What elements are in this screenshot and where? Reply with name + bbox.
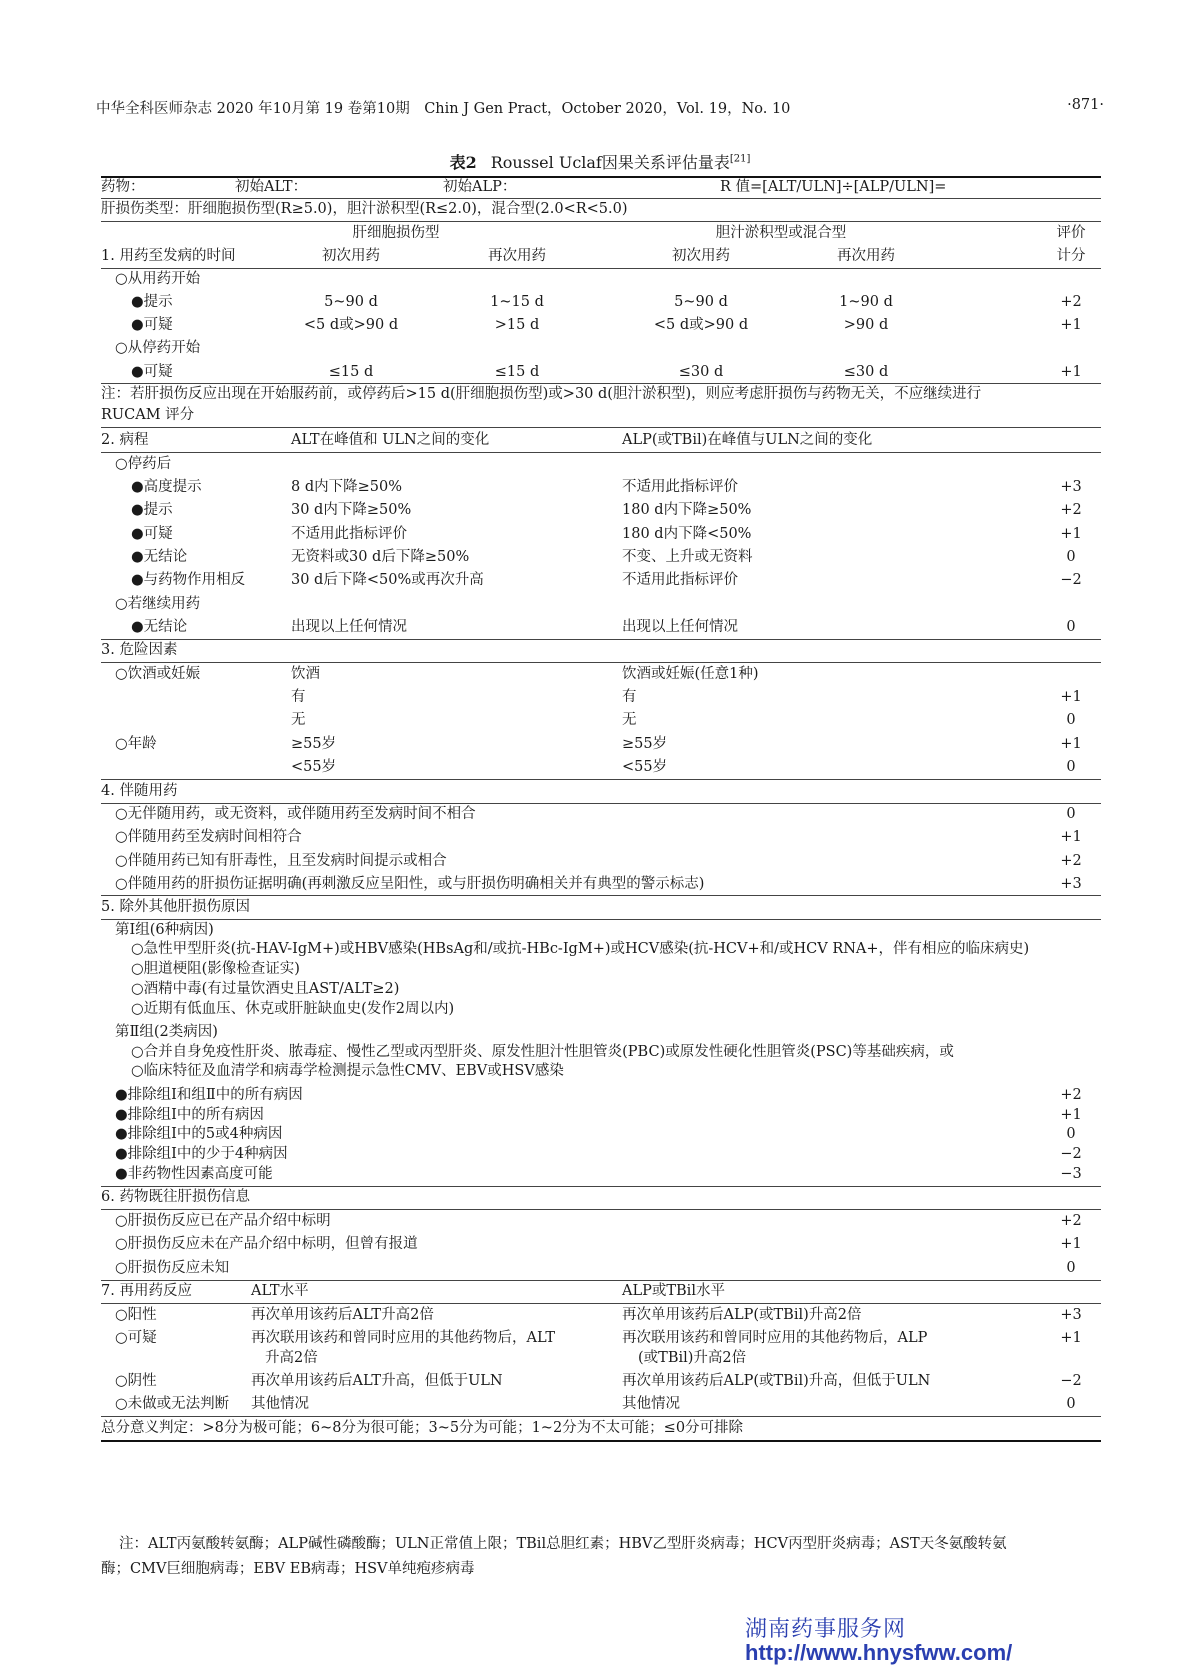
table-title: Roussel Uclaf因果关系评估量表 xyxy=(490,153,730,172)
table-cell: 不适用此指标评价 xyxy=(622,479,738,495)
criterion: ●排除组Ⅰ中的少于4种病因 xyxy=(115,1146,288,1162)
score: +1 xyxy=(1060,736,1082,752)
table-cell: 无 xyxy=(291,712,306,728)
score: +2 xyxy=(1060,294,1082,310)
table-cell: ≤15 d xyxy=(328,364,374,380)
table-row xyxy=(101,826,1101,849)
section-title: 1. 用药至发病的时间 xyxy=(101,248,236,264)
cause-item: ○酒精中毒(有过量饮酒史且AST/ALT≥2) xyxy=(131,981,400,997)
criterion: ○阳性 xyxy=(115,1307,157,1323)
table-cell: 1~15 d xyxy=(490,294,544,310)
table-cell: 不适用此指标评价 xyxy=(291,526,407,542)
initial-alt-label: 初始ALT： xyxy=(235,179,308,195)
col-head-first: 初次用药 xyxy=(672,248,730,264)
col-head-again: 再次用药 xyxy=(837,248,895,264)
table-row xyxy=(101,896,1101,919)
table-row xyxy=(101,1233,1101,1256)
table-cell: ≤15 d xyxy=(494,364,540,380)
criterion: ○肝损伤反应未在产品介绍中标明，但曾有报道 xyxy=(115,1236,418,1252)
cause-item: ○急性甲型肝炎(抗-HAV-IgM+)或HBV感染(HBsAg和/或抗-HBc-IgM+)或HCV感染(抗-HCV+和/或HCV RNA+，伴有相应的临床病史) xyxy=(131,941,1030,957)
table-row xyxy=(101,1257,1101,1280)
subheading: ○饮酒或妊娠 xyxy=(115,666,201,682)
table-cell: ≥55岁 xyxy=(622,736,668,752)
table-cell: 不变、上升或无资料 xyxy=(622,549,753,565)
score: +3 xyxy=(1060,876,1082,892)
score: +1 xyxy=(1060,829,1082,845)
table-cell: 升高2倍 xyxy=(265,1350,318,1366)
table-row xyxy=(101,733,1101,756)
table-row xyxy=(101,546,1101,569)
table-row xyxy=(101,314,1101,337)
journal-citation: 中华全科医师杂志 2020 年10月第 19 卷第10期 Chin J Gen Pract，October 2020，Vol. 19，No. 10 xyxy=(96,101,791,117)
col-head-alp: ALP(或TBil)在峰值与ULN之间的变化 xyxy=(622,432,873,448)
score: 0 xyxy=(1066,1396,1076,1412)
score: +2 xyxy=(1060,1213,1082,1229)
table-row xyxy=(101,593,1101,616)
col-head-again: 再次用药 xyxy=(488,248,546,264)
score: 0 xyxy=(1066,619,1076,635)
section-title: 6. 药物既往肝损伤信息 xyxy=(101,1189,250,1205)
table-row xyxy=(101,1186,1101,1209)
criterion: ●无结论 xyxy=(131,549,188,565)
table-row xyxy=(101,803,1101,826)
table-row xyxy=(101,686,1101,709)
table-row xyxy=(101,1304,1101,1327)
table-cell: 5~90 d xyxy=(324,294,378,310)
table-cell: <5 d或>90 d xyxy=(303,317,399,333)
subheading: ○停药后 xyxy=(115,456,172,472)
table-row xyxy=(101,268,1101,291)
subheading: ○年龄 xyxy=(115,736,157,752)
table-row xyxy=(101,1060,1101,1083)
table-cell: 8 d内下降≥50% xyxy=(291,479,402,495)
cause-item: ○近期有低血压、休克或肝脏缺血史(发作2周以内) xyxy=(131,1001,455,1017)
table-row xyxy=(101,361,1101,384)
criterion: ○伴随用药至发病时间相符合 xyxy=(115,829,302,845)
table-cell: (或TBil)升高2倍 xyxy=(638,1350,747,1366)
table-row xyxy=(101,1417,1101,1440)
table-cell: 180 d内下降≥50% xyxy=(622,502,752,518)
section-title: 5. 除外其他肝损伤原因 xyxy=(101,899,250,915)
table-cell: 再次单用该药后ALT升高，但低于ULN xyxy=(251,1373,503,1389)
table-cell: >90 d xyxy=(843,317,889,333)
table-row xyxy=(101,383,1101,406)
score: +3 xyxy=(1060,1307,1082,1323)
criterion: ●排除组Ⅰ和组Ⅱ中的所有病因 xyxy=(115,1087,303,1103)
table-cell: 出现以上任何情况 xyxy=(622,619,738,635)
table-row xyxy=(101,1280,1101,1303)
table-reference: [21] xyxy=(729,153,751,165)
running-header xyxy=(96,97,1104,119)
table-cell: 其他情况 xyxy=(251,1396,309,1412)
table-cell: 再次单用该药后ALP(或TBil)升高，但低于ULN xyxy=(622,1373,931,1389)
table-row xyxy=(101,429,1101,452)
page-number: ·871· xyxy=(1067,97,1104,113)
cause-item: ○胆道梗阻(影像检查证实) xyxy=(131,961,300,977)
subheading: ○若继续用药 xyxy=(115,596,201,612)
table-cell: 再次单用该药后ALP(或TBil)升高2倍 xyxy=(622,1307,862,1323)
table-label: 表2 xyxy=(449,153,477,172)
criterion: ●高度提示 xyxy=(131,479,202,495)
col-head-alt: ALT在峰值和 ULN之间的变化 xyxy=(291,432,490,448)
table-cell: 不适用此指标评价 xyxy=(622,572,738,588)
footnote-line-1: 注：ALT丙氨酸转氨酶；ALP碱性磷酸酶；ULN正常值上限；TBil总胆红素；HBV乙型肝炎病毒；HCV丙型肝炎病毒；AST天冬氨酸转氨 xyxy=(119,1536,1007,1552)
group-label: 第Ⅱ组(2类病因) xyxy=(115,1024,218,1040)
table-row xyxy=(101,198,1101,221)
table-row xyxy=(101,616,1101,639)
group-label: 第Ⅰ组(6种病因) xyxy=(115,922,214,938)
criterion: ○肝损伤反应未知 xyxy=(115,1260,230,1276)
table-row xyxy=(101,453,1101,476)
score: 0 xyxy=(1066,806,1076,822)
score: −2 xyxy=(1060,1373,1082,1389)
r-value-label: R 值=[ALT/ULN]÷[ALP/ULN]= xyxy=(720,179,947,195)
criterion: ●无结论 xyxy=(131,619,188,635)
table-cell: 饮酒 xyxy=(291,666,320,682)
watermark-name: 湖南药事服务网 xyxy=(745,1616,907,1641)
table-cell: 1~90 d xyxy=(839,294,893,310)
table-row xyxy=(101,245,1101,268)
table-row xyxy=(101,780,1101,803)
score: +1 xyxy=(1060,364,1082,380)
initial-alp-label: 初始ALP： xyxy=(443,179,517,195)
score: −3 xyxy=(1060,1166,1082,1182)
table-row xyxy=(101,291,1101,314)
table-row xyxy=(101,639,1101,662)
table-row xyxy=(101,663,1101,686)
criterion: ●排除组Ⅰ中的5或4种病因 xyxy=(115,1126,283,1142)
injury-type-definition: 肝损伤类型：肝细胞损伤型(R≥5.0)，胆汁淤积型(R≤2.0)，混合型(2.0<R<5.0) xyxy=(101,201,628,217)
table-row xyxy=(101,709,1101,732)
table-row xyxy=(101,476,1101,499)
table-cell: <55岁 xyxy=(291,759,337,775)
cause-item: ○临床特征及血清学和病毒学检测提示急性CMV、EBV或HSV感染 xyxy=(131,1063,564,1079)
table-cell: 180 d内下降<50% xyxy=(622,526,752,542)
table-cell: 饮酒或妊娠(任意1种) xyxy=(622,666,759,682)
col-head-alp: ALP或TBil水平 xyxy=(622,1283,725,1299)
section-title: 3. 危险因素 xyxy=(101,642,178,658)
table-cell: 无资料或30 d后下降≥50% xyxy=(291,549,470,565)
footnote-line-2: 酶；CMV巨细胞病毒；EBV EB病毒；HSV单纯疱疹病毒 xyxy=(101,1561,475,1577)
drug-label: 药物： xyxy=(101,179,145,195)
total-interpretation: 总分意义判定：>8分为极可能；6~8分为很可能；3~5分为可能；1~2分为不太可能；≤0分可排除 xyxy=(101,1420,744,1436)
table-cell: ≥55岁 xyxy=(291,736,337,752)
score: 0 xyxy=(1066,549,1076,565)
table-row xyxy=(101,569,1101,592)
criterion: ○可疑 xyxy=(115,1330,157,1346)
score: +1 xyxy=(1060,1236,1082,1252)
table-row xyxy=(101,523,1101,546)
score: +1 xyxy=(1060,526,1082,542)
table-row xyxy=(101,499,1101,522)
cause-item: ○合并自身免疫性肝炎、脓毒症、慢性乙型或丙型肝炎、原发性胆汁性胆管炎(PBC)或原发性硬化性胆管炎(PSC)等基础疾病，或 xyxy=(131,1044,954,1060)
watermark-url: http://www.hnysfww.com/ xyxy=(745,1640,1013,1665)
table-row xyxy=(101,1210,1101,1233)
table-cell: ≤30 d xyxy=(843,364,889,380)
criterion: ○伴随用药已知有肝毒性，且至发病时间提示或相合 xyxy=(115,853,447,869)
table-cell: 有 xyxy=(622,689,637,705)
table-cell: >15 d xyxy=(494,317,540,333)
col-head-alt: ALT水平 xyxy=(251,1283,309,1299)
section-title: 2. 病程 xyxy=(101,432,149,448)
table-cell: 再次单用该药后ALT升高2倍 xyxy=(251,1307,434,1323)
criterion: ●可疑 xyxy=(131,364,173,380)
col-head-hepatocellular: 肝细胞损伤型 xyxy=(352,225,440,241)
table-row xyxy=(101,756,1101,779)
table-row xyxy=(101,1347,1101,1370)
subheading: ○从停药开始 xyxy=(115,340,201,356)
criterion: ●非药物性因素高度可能 xyxy=(115,1166,273,1182)
col-head-score: 计分 xyxy=(1056,248,1086,264)
score: 0 xyxy=(1066,759,1076,775)
table-row xyxy=(101,222,1101,245)
col-head-cholestatic: 胆汁淤积型或混合型 xyxy=(715,225,847,241)
score: 0 xyxy=(1066,1126,1076,1142)
criterion: ●提示 xyxy=(131,502,173,518)
score: −2 xyxy=(1060,1146,1082,1162)
score: +1 xyxy=(1060,317,1082,333)
criterion: ○阴性 xyxy=(115,1373,157,1389)
table-row xyxy=(101,176,1101,199)
criterion: ●可疑 xyxy=(131,317,173,333)
table-row xyxy=(101,1163,1101,1186)
score: 0 xyxy=(1066,1260,1076,1276)
table-rule-thick xyxy=(101,1440,1101,1442)
score: +2 xyxy=(1060,502,1082,518)
table-cell: 出现以上任何情况 xyxy=(291,619,407,635)
table-rule xyxy=(101,427,1101,428)
table-cell: 无 xyxy=(622,712,637,728)
score: −2 xyxy=(1060,572,1082,588)
table-row xyxy=(101,1370,1101,1393)
score: +2 xyxy=(1060,1087,1082,1103)
table-cell: 其他情况 xyxy=(622,1396,680,1412)
table-cell: 再次联用该药和曾同时应用的其他药物后，ALT xyxy=(251,1330,556,1346)
criterion: ○未做或无法判断 xyxy=(115,1396,230,1412)
criterion: ●可疑 xyxy=(131,526,173,542)
table-cell: <55岁 xyxy=(622,759,668,775)
col-head-first: 初次用药 xyxy=(322,248,380,264)
table-cell: ≤30 d xyxy=(678,364,724,380)
table-row xyxy=(101,998,1101,1021)
section-note: 注：若肝损伤反应出现在开始服药前，或停药后>15 d(肝细胞损伤型)或>30 d(胆汁淤积型)，则应考虑肝损伤与药物无关，不应继续进行 xyxy=(101,386,982,402)
criterion: ○伴随用药的肝损伤证据明确(再刺激反应呈阳性，或与肝损伤明确相关并有典型的警示标志) xyxy=(115,876,705,892)
criterion: ○无伴随用药，或无资料，或伴随用药至发病时间不相合 xyxy=(115,806,476,822)
criterion: ●提示 xyxy=(131,294,173,310)
table-cell: 30 d内下降≥50% xyxy=(291,502,412,518)
subheading: ○从用药开始 xyxy=(115,271,201,287)
table-row xyxy=(101,850,1101,873)
score: +1 xyxy=(1060,1107,1082,1123)
section-title: 4. 伴随用药 xyxy=(101,783,178,799)
section-title: 7. 再用药反应 xyxy=(101,1283,192,1299)
table-row xyxy=(101,404,1101,427)
table-cell: 再次联用该药和曾同时应用的其他药物后，ALP xyxy=(622,1330,928,1346)
table-row xyxy=(101,1393,1101,1416)
table-cell: 5~90 d xyxy=(674,294,728,310)
score: +1 xyxy=(1060,689,1082,705)
score: +2 xyxy=(1060,853,1082,869)
col-head-eval: 评价 xyxy=(1056,225,1086,241)
criterion: ●与药物作用相反 xyxy=(131,572,246,588)
criterion: ●排除组Ⅰ中的所有病因 xyxy=(115,1107,264,1123)
section-note: RUCAM 评分 xyxy=(101,407,195,423)
criterion: ○肝损伤反应已在产品介绍中标明 xyxy=(115,1213,331,1229)
table-footnote xyxy=(101,1532,1101,1582)
score: +1 xyxy=(1060,1330,1082,1346)
score: +3 xyxy=(1060,479,1082,495)
score: 0 xyxy=(1066,712,1076,728)
table-cell: <5 d或>90 d xyxy=(653,317,749,333)
table-row xyxy=(101,337,1101,360)
table-cell: 30 d后下降<50%或再次升高 xyxy=(291,572,484,588)
table-cell: 有 xyxy=(291,689,306,705)
table-row xyxy=(101,873,1101,896)
table-caption xyxy=(0,150,1200,173)
